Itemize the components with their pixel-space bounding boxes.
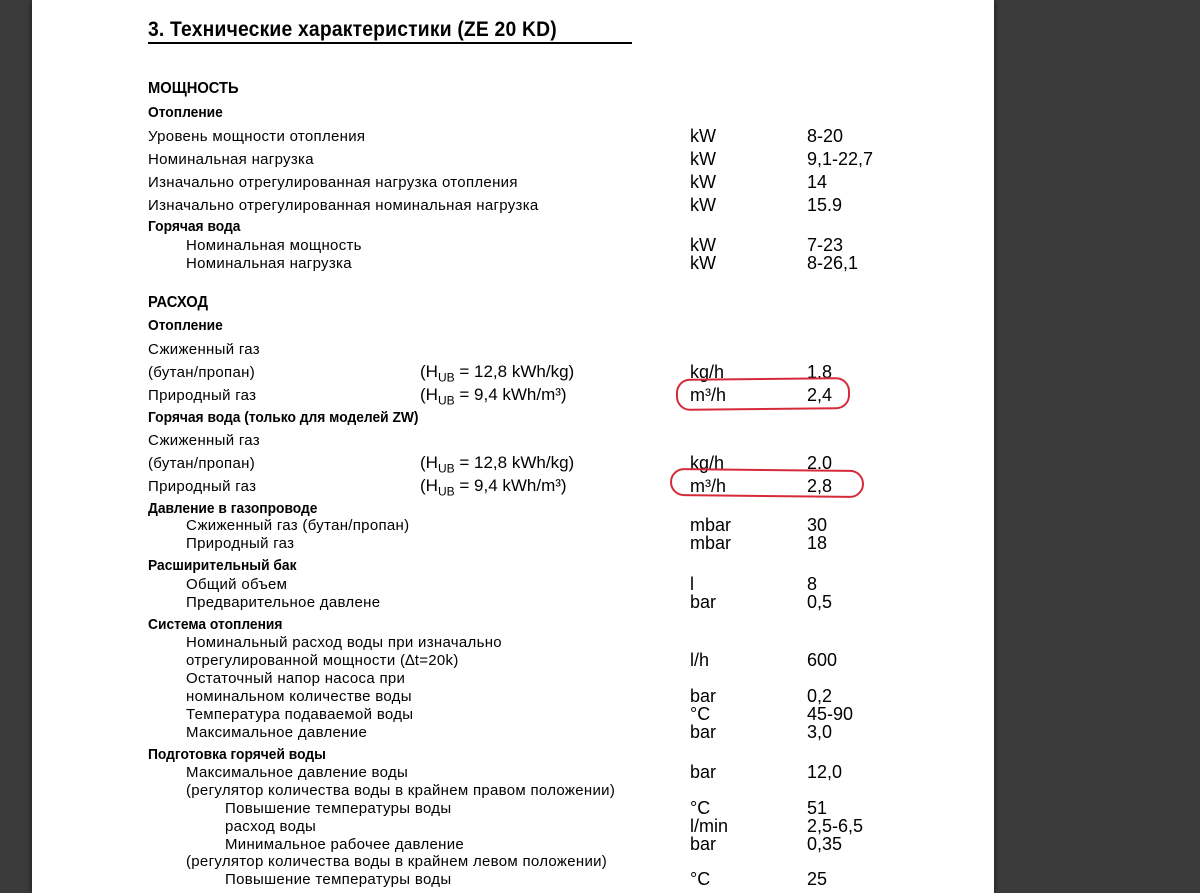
spec-value: 2,8: [807, 476, 833, 496]
spec-label: Повышение температуры воды: [225, 871, 452, 888]
subsection-hot-water: Горячая вода: [148, 218, 241, 235]
spec-label: Номинальный расход воды при изначально: [186, 634, 502, 651]
spec-label: (бутан/пропан): [148, 455, 256, 472]
spec-unit: mbar: [690, 515, 732, 535]
spec-value: 8-20: [807, 126, 844, 146]
spec-row: [32, 818, 994, 838]
spec-row: [32, 341, 994, 361]
spec-row: [32, 652, 994, 672]
spec-value: 30: [807, 515, 828, 535]
spec-unit: m³/h: [690, 385, 726, 405]
spec-label: отрегулированной мощности (∆t=20k): [186, 652, 459, 669]
spec-value: 2,5-6,5: [807, 816, 864, 836]
spec-unit: °C: [690, 869, 711, 889]
spec-label: Природный газ: [148, 387, 257, 404]
spec-unit: kg/h: [690, 453, 725, 473]
spec-row: [32, 706, 994, 726]
spec-row: [32, 151, 994, 171]
spec-unit: bar: [690, 592, 717, 612]
spec-value: 14: [807, 172, 828, 192]
title-underline: [148, 42, 632, 44]
spec-row: [32, 724, 994, 744]
spec-row: [32, 594, 994, 614]
subsection-heating: Отопление: [148, 317, 223, 334]
spec-label: Остаточный напор насоса при: [186, 670, 406, 687]
spec-value: 0,35: [807, 834, 843, 854]
spec-label: расход воды: [225, 818, 317, 835]
spec-value: 8-26,1: [807, 253, 859, 273]
spec-row: [32, 782, 994, 802]
subsection-gas-pressure: Давление в газопроводе: [148, 500, 318, 517]
spec-value: 2,4: [807, 385, 833, 405]
page-title: 3. Технические характеристики (ZE 20 KD): [148, 18, 557, 41]
spec-label: Номинальная мощность: [186, 237, 362, 254]
spec-unit: kg/h: [690, 362, 725, 382]
spec-label: Общий объем: [186, 576, 288, 593]
subsection-hot-water-zw: Горячая вода (только для моделей ZW): [148, 409, 419, 426]
spec-label: (регулятор количества воды в крайнем правом положении): [186, 782, 616, 799]
spec-unit: l/h: [690, 650, 710, 670]
spec-value: 18: [807, 533, 828, 553]
spec-value: 12,0: [807, 762, 843, 782]
spec-unit: l: [690, 574, 694, 594]
spec-label: Максимальное давление: [186, 724, 368, 741]
spec-label: Предварительное давлене: [186, 594, 381, 611]
spec-row: [32, 255, 994, 275]
spec-label: Сжиженный газ: [148, 432, 260, 449]
spec-unit: l/min: [690, 816, 729, 836]
spec-unit: kW: [690, 235, 716, 255]
spec-row: [32, 535, 994, 555]
spec-value: 3,0: [807, 722, 833, 742]
spec-unit: °C: [690, 704, 711, 724]
spec-label: Номинальная нагрузка: [148, 151, 314, 168]
document-page: [32, 0, 994, 893]
spec-label: Природный газ: [148, 478, 257, 495]
spec-unit: kW: [690, 126, 716, 146]
spec-condition: ($H_{UB} = 9,4$ kWh/m³): [420, 476, 567, 499]
spec-row: [32, 174, 994, 194]
spec-label: Изначально отрегулированная номинальная нагрузка: [148, 197, 539, 214]
subsection-heating: Отопление: [148, 104, 223, 121]
spec-unit: bar: [690, 762, 717, 782]
spec-label: Уровень мощности отопления: [148, 128, 366, 145]
spec-label: Максимальное давление воды: [186, 764, 409, 781]
spec-value: 45-90: [807, 704, 854, 724]
spec-unit: kW: [690, 172, 716, 192]
spec-label: Температура подаваемой воды: [186, 706, 414, 723]
spec-unit: m³/h: [690, 476, 726, 496]
section-power: МОЩНОСТЬ: [148, 80, 239, 97]
spec-label: Номинальная нагрузка: [186, 255, 352, 272]
spec-row: [32, 853, 994, 873]
spec-condition: ($H_{UB} = 9,4$ kWh/m³): [420, 385, 567, 408]
spec-row: [32, 871, 994, 891]
subsection-hot-water-prep: Подготовка горячей воды: [148, 746, 326, 763]
spec-row: [32, 197, 994, 217]
spec-row: [32, 364, 994, 384]
spec-row: [32, 432, 994, 452]
spec-value: 51: [807, 798, 828, 818]
spec-label: Сжиженный газ (бутан/пропан): [186, 517, 410, 534]
spec-unit: bar: [690, 834, 717, 854]
spec-value: 25: [807, 869, 828, 889]
subsection-heating-system: Система отопления: [148, 616, 283, 633]
spec-unit: bar: [690, 686, 717, 706]
spec-row: [32, 634, 994, 654]
spec-unit: mbar: [690, 533, 732, 553]
spec-value: 0,5: [807, 592, 833, 612]
highlight-annotation: [670, 468, 864, 498]
spec-row: [32, 128, 994, 148]
spec-row: [32, 764, 994, 784]
spec-label: (бутан/пропан): [148, 364, 256, 381]
spec-unit: kW: [690, 149, 716, 169]
spec-label: номинальном количестве воды: [186, 688, 412, 705]
spec-unit: kW: [690, 253, 716, 273]
spec-label: Изначально отрегулированная нагрузка отопления: [148, 174, 518, 191]
spec-condition: ($H_{UB} = 12,8$ kWh/kg): [420, 362, 575, 385]
spec-value: 8: [807, 574, 818, 594]
spec-unit: kW: [690, 195, 716, 215]
subsection-expansion-tank: Расширительный бак: [148, 557, 297, 574]
spec-value: 600: [807, 650, 838, 670]
highlight-annotation: [676, 377, 850, 411]
spec-label: Природный газ: [186, 535, 295, 552]
spec-row: [32, 517, 994, 537]
spec-condition: ($H_{UB} = 12,8$ kWh/kg): [420, 453, 575, 476]
spec-value: 7-23: [807, 235, 844, 255]
spec-value: 15.9: [807, 195, 843, 215]
spec-value: 1.8: [807, 362, 833, 382]
spec-row: [32, 576, 994, 596]
spec-label: Сжиженный газ: [148, 341, 260, 358]
spec-label: Повышение температуры воды: [225, 800, 452, 817]
section-consumption: РАСХОД: [148, 294, 209, 311]
spec-value: 2.0: [807, 453, 833, 473]
spec-label: Минимальное рабочее давление: [225, 836, 465, 853]
spec-value: 9,1-22,7: [807, 149, 874, 169]
spec-label: (регулятор количества воды в крайнем левом положении): [186, 853, 608, 870]
spec-value: 0,2: [807, 686, 833, 706]
spec-row: [32, 670, 994, 690]
spec-unit: bar: [690, 722, 717, 742]
spec-unit: °C: [690, 798, 711, 818]
